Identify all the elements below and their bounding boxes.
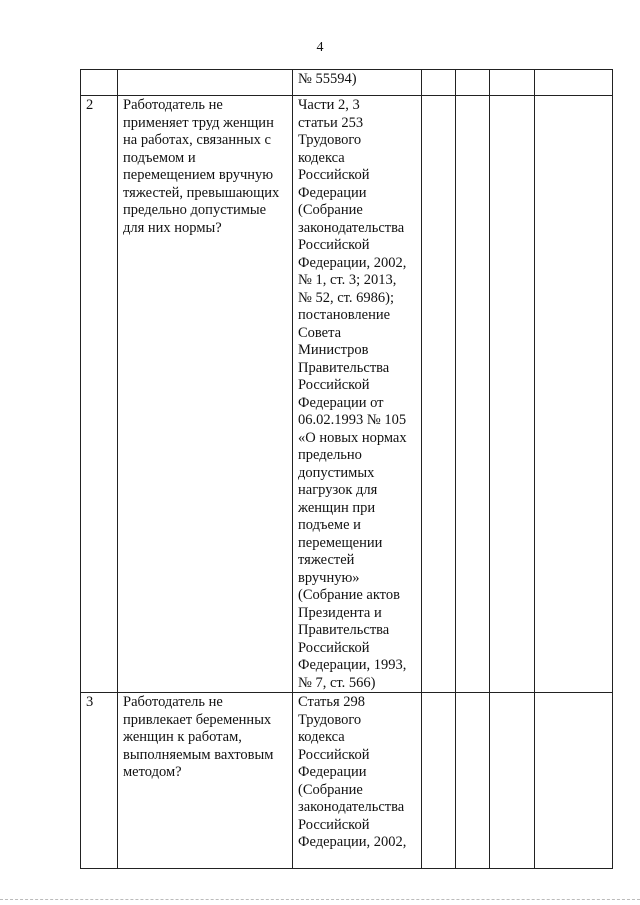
row-number-cell: 3 — [81, 693, 118, 869]
requirement-cell: Работодатель не привлекает беременных женщин к работам, выполняемым вахтовым методом? — [118, 693, 293, 869]
requirement-cell: Работодатель не применяет труд женщин на работах, связанных с подъемом и перемещением вручную тяжестей, превышающих предельно допустимые для них нормы? — [118, 96, 293, 693]
reference-cell: Статья 298 Трудового кодекса Российской Федерации (Собрание законодательства Российской Федерации, 2002, — [293, 693, 422, 869]
empty-cell — [422, 70, 456, 96]
checklist-table — [80, 69, 613, 869]
scan-edge-divider — [0, 899, 640, 903]
table-row — [81, 70, 613, 96]
empty-cell — [456, 70, 490, 96]
empty-cell — [490, 693, 535, 869]
table-row — [81, 96, 613, 693]
empty-cell — [535, 70, 613, 96]
empty-cell — [535, 96, 613, 693]
empty-cell — [490, 96, 535, 693]
empty-cell — [535, 693, 613, 869]
page-number: 4 — [316, 40, 324, 55]
empty-cell — [422, 96, 456, 693]
requirement-cell — [118, 70, 293, 96]
empty-cell — [490, 70, 535, 96]
empty-cell — [456, 693, 490, 869]
row-number-cell: 2 — [81, 96, 118, 693]
reference-cell: № 55594) — [293, 70, 422, 96]
table-row — [81, 693, 613, 869]
empty-cell — [422, 693, 456, 869]
empty-cell — [456, 96, 490, 693]
reference-cell: Части 2, 3 статьи 253 Трудового кодекса Российской Федерации (Собрание законодательства Российской Федерации, 2002, № 1, ст. 3; 2013, № 52, ст. 6986); постановление Совета Министров Правительства Российской Федерации от 06.02.1993 № 105 «О новых нормах предельно допустимых нагрузок для женщин при подъеме и перемещении тяжестей вручную» (Собрание актов Президента и Правительства Российской Федерации, 1993, № 7, ст. 566) — [293, 96, 422, 693]
row-number-cell — [81, 70, 118, 96]
